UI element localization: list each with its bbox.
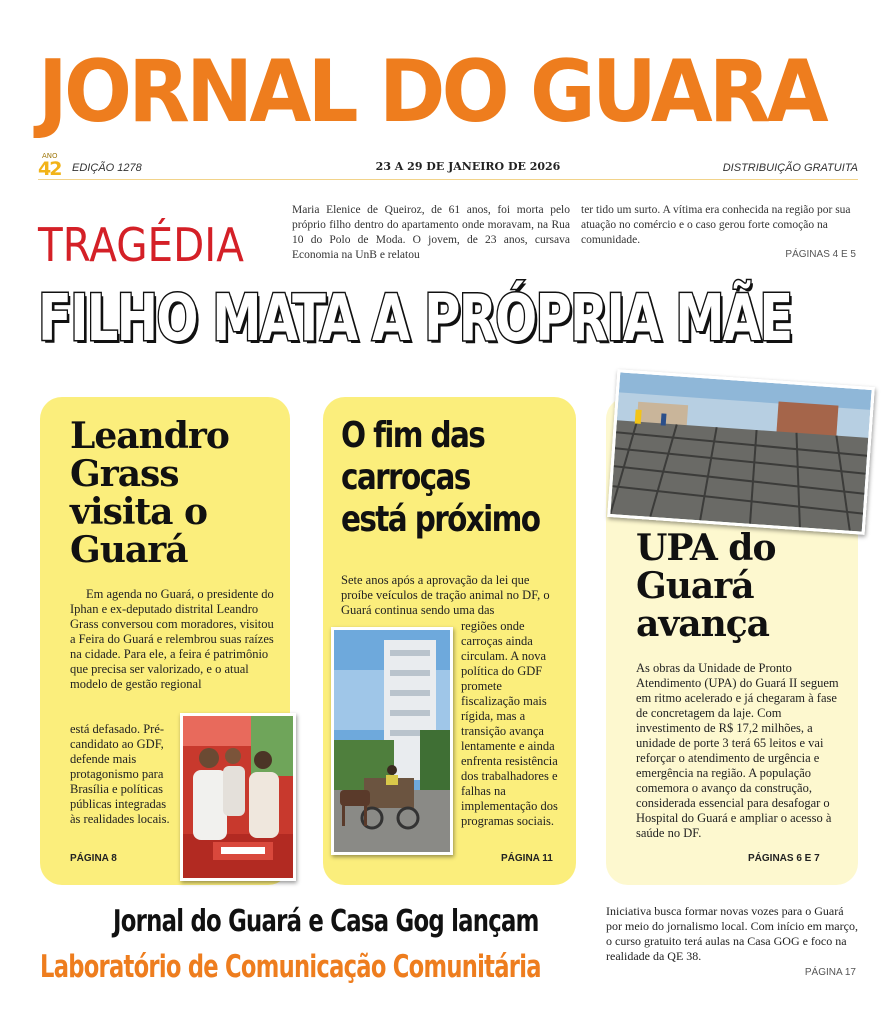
story-body: As obras da Unidade de Pronto Atendimento (UPA) do Guará II seguem em ritmo acelerado e já chegaram à fase de concretagem da laje. Com investimento de R$ 17,2 milhões, a unidade de porte 3 terá 65 leitos e vai reforçar o atendimento de urgência e emergência na região. A população comemora o avanço da construção, considerada essencial para desafogar o Hospital do Guará e ampliar o acesso à saúde no DF. xyxy=(636,661,839,840)
story-title xyxy=(341,415,539,541)
story-title-line: Guará xyxy=(636,565,754,607)
story-page-ref[interactable]: PÁGINA 8 xyxy=(70,853,117,864)
story-body: Sete anos após a aprovação da lei que proíbe veículos de tração animal no DF, o Guará continua sendo uma das xyxy=(341,573,550,617)
edition-dates: 23 A 29 DE JANEIRO DE 2026 xyxy=(375,160,561,173)
year-label: ANO xyxy=(42,152,58,160)
story-body-continued: está defasado. Pré-candidato ao GDF, defende mais protagonismo para Brasília e políticas públicas integradas às realidades locais. xyxy=(70,722,170,826)
bottom-text: Iniciativa busca formar novas vozes para o Guará por meio do jornalismo local. Com início em março, o curso gratuito terá aulas na Casa GOG e foco na realidade da QE 38. xyxy=(606,904,858,963)
lead-text-column-2: ter tido um surto. A vítima era conhecida na região por sua atuação no comércio e o caso gerou forte comoção na comunidade. xyxy=(581,204,851,246)
story-title-line: Leandro xyxy=(70,415,229,457)
story-title-line: visita o xyxy=(70,491,208,533)
lead-headline[interactable]: FILHO MATA A PRÓPRIA MÃE xyxy=(38,282,792,356)
story-body-continued: regiões onde carroças ainda circulam. A nova política do GDF promete fiscalização mais rígida, mas a transição avança lentamente e ainda enfrenta resistência dos trabalhadores e falhas na implementação dos programas sociais. xyxy=(461,619,558,828)
story-title-line: está próximo xyxy=(341,499,540,540)
story-title-line: Guará xyxy=(70,529,188,571)
bottom-headline[interactable]: Jornal do Guará e Casa Gog lançam xyxy=(113,904,539,939)
leandro-grass-photo xyxy=(180,713,296,881)
story-title-line: UPA do xyxy=(636,527,776,569)
story-card-carrocas[interactable] xyxy=(323,397,576,885)
newspaper-title: JORNAL DO GUARA xyxy=(38,42,825,142)
story-title xyxy=(70,417,229,569)
lead-page-ref[interactable]: PÁGINAS 4 E 5 xyxy=(785,249,856,260)
story-title-line: carroças xyxy=(341,457,470,498)
bottom-page-ref[interactable]: PÁGINA 17 xyxy=(804,967,856,978)
carroca-photo xyxy=(331,627,453,855)
distribution-note: DISTRIBUIÇÃO GRATUITA xyxy=(722,162,858,174)
lead-text-column-1: Maria Elenice de Queiroz, de 61 anos, foi morta pelo próprio filho dentro do apartamento onde moravam, na Rua 10 do Polo de Moda. O jovem, de 23 anos, cursava Economia na UnB e relatou xyxy=(292,204,570,261)
story-card-leandro-grass[interactable] xyxy=(40,397,290,885)
story-page-ref[interactable]: PÁGINA 11 xyxy=(501,853,553,864)
story-title-line: Grass xyxy=(70,453,179,495)
year-number: 42 xyxy=(38,158,61,180)
bottom-subheadline[interactable]: Laboratório de Comunicação Comunitária xyxy=(40,949,541,985)
edition-info-bar xyxy=(38,150,858,180)
story-title xyxy=(636,529,776,643)
masthead xyxy=(38,42,858,142)
edition-number: EDIÇÃO 1278 xyxy=(72,162,142,174)
year-badge xyxy=(38,152,66,178)
story-body: Em agenda no Guará, o presidente do Iphan e ex-deputado distrital Leandro Grass conversou com moradores, visitou a Feira do Guará e relembrou suas raízes na cidade. Para ele, a feira é patrimônio que precisa ser valorizado, e o atual modelo de gestão regional xyxy=(70,587,274,691)
story-title-line: avança xyxy=(636,603,769,645)
upa-construction-photo xyxy=(607,369,875,535)
story-page-ref[interactable]: PÁGINAS 6 E 7 xyxy=(748,853,820,864)
story-title-line: O fim das xyxy=(341,415,485,456)
lead-kicker: TRAGÉDIA xyxy=(38,218,244,272)
